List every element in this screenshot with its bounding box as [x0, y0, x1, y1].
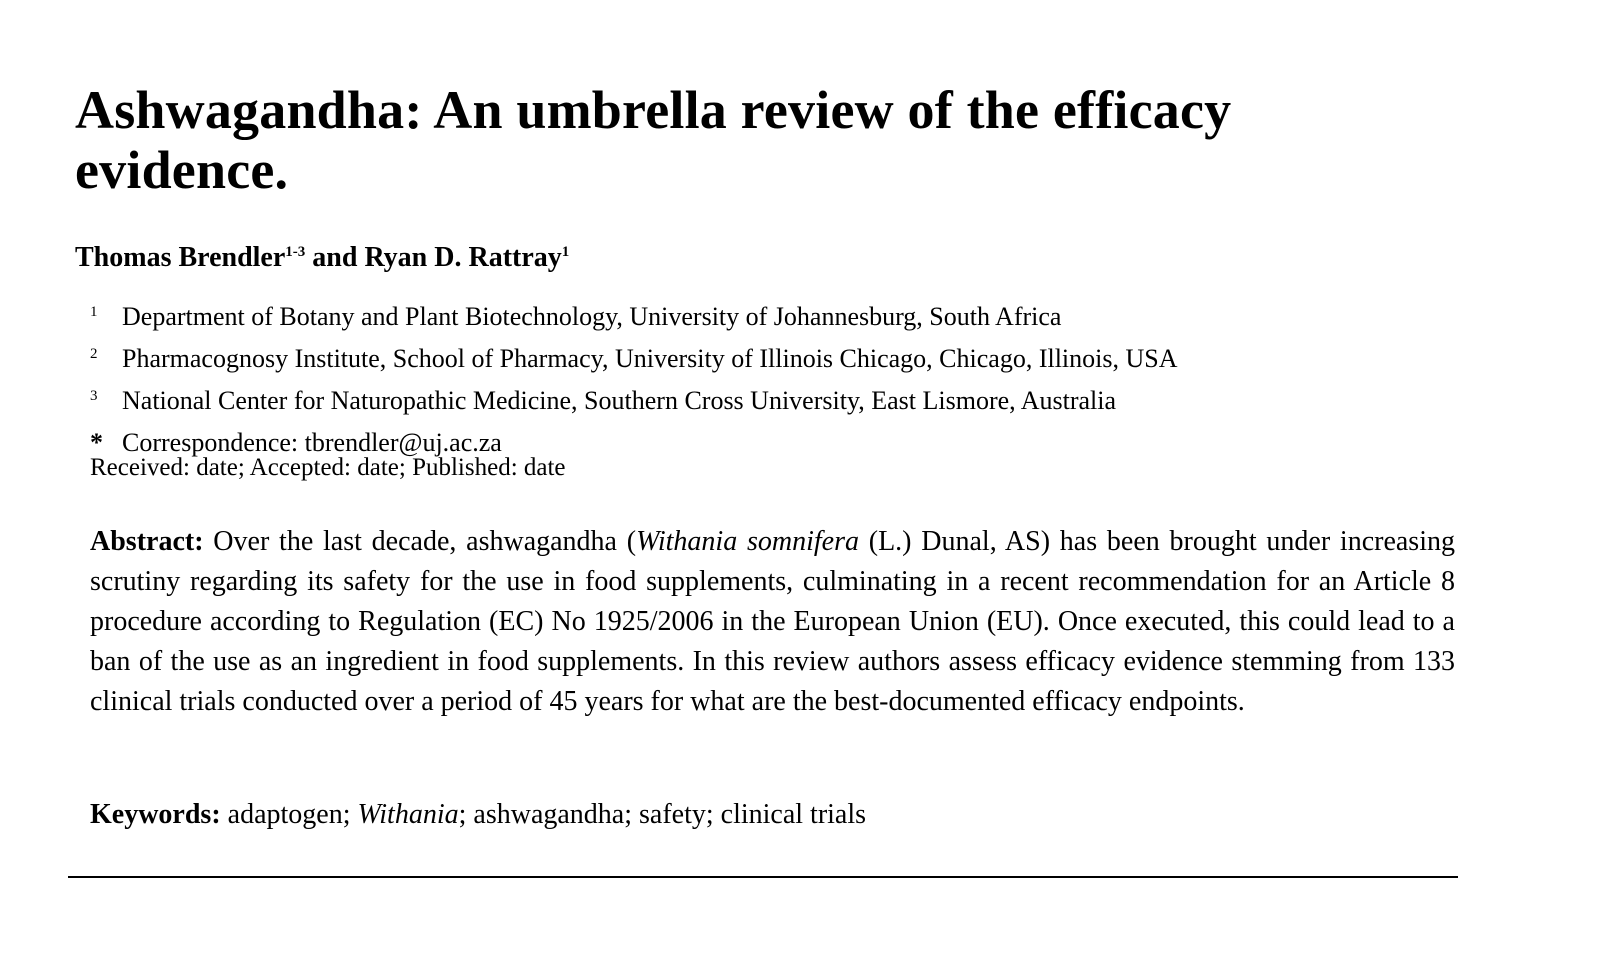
- horizontal-rule: [68, 876, 1458, 878]
- keyword-text: adaptogen;: [220, 799, 358, 830]
- affiliation-item: [90, 382, 1490, 424]
- abstract: [90, 522, 1455, 722]
- keyword-text: ; ashwagandha; safety; clinical trials: [458, 799, 867, 830]
- author-list: [75, 240, 569, 276]
- publication-dates: Received: date; Accepted: date; Published: date: [90, 454, 566, 481]
- affiliation-number: 1: [90, 304, 98, 320]
- affiliation-item: [90, 340, 1490, 382]
- author-affiliation-ref: 1: [561, 244, 570, 260]
- affiliation-item: [90, 298, 1490, 340]
- keyword-italic: Withania: [357, 799, 459, 830]
- author-name: Ryan D. Rattray: [364, 242, 562, 273]
- correspondence-asterisk: *: [90, 428, 103, 457]
- paper-title-line-1: Ashwagandha: An umbrella review of the efficacy: [75, 80, 1232, 140]
- paper-title: [75, 80, 1495, 200]
- affiliation-list: [90, 298, 1490, 461]
- author-conjunction: and: [305, 242, 365, 273]
- paper-title-line-2: evidence.: [75, 140, 289, 200]
- author-affiliation-ref: 1-3: [285, 244, 306, 260]
- affiliation-text: Department of Botany and Plant Biotechnology, University of Johannesburg, South Africa: [122, 302, 1062, 331]
- author-name: Thomas Brendler: [75, 242, 286, 273]
- abstract-label: Abstract:: [90, 526, 204, 557]
- keywords: [90, 795, 866, 835]
- affiliation-number: 3: [90, 388, 98, 404]
- abstract-text-part: (L.) Dunal, AS) has been brought under increasing scrutiny regarding its safety for the use in food supplements, culminating in a recent recommendation for an Article 8 procedure according to Regulation (EC) No 1925/2006 in the European Union (EU). Once executed, this could lead to a ban of the use as an ingredient in food supplements. In this review authors assess efficacy evidence stemming from 133 clinical trials conducted over a period of 45 years for what are the best-documented efficacy endpoints.: [90, 526, 1455, 717]
- abstract-text-part: Over the last decade, ashwagandha (: [203, 526, 637, 557]
- affiliation-text: Pharmacognosy Institute, School of Pharmacy, University of Illinois Chicago, Chicago, Illinois, USA: [122, 344, 1178, 373]
- affiliation-text: National Center for Naturopathic Medicine, Southern Cross University, East Lismore, Australia: [122, 386, 1117, 415]
- affiliation-number: 2: [90, 346, 98, 362]
- keywords-label: Keywords:: [90, 799, 221, 830]
- abstract-species-name: Withania somnifera: [636, 526, 859, 557]
- correspondence-text: Correspondence: tbrendler@uj.ac.za: [122, 428, 502, 457]
